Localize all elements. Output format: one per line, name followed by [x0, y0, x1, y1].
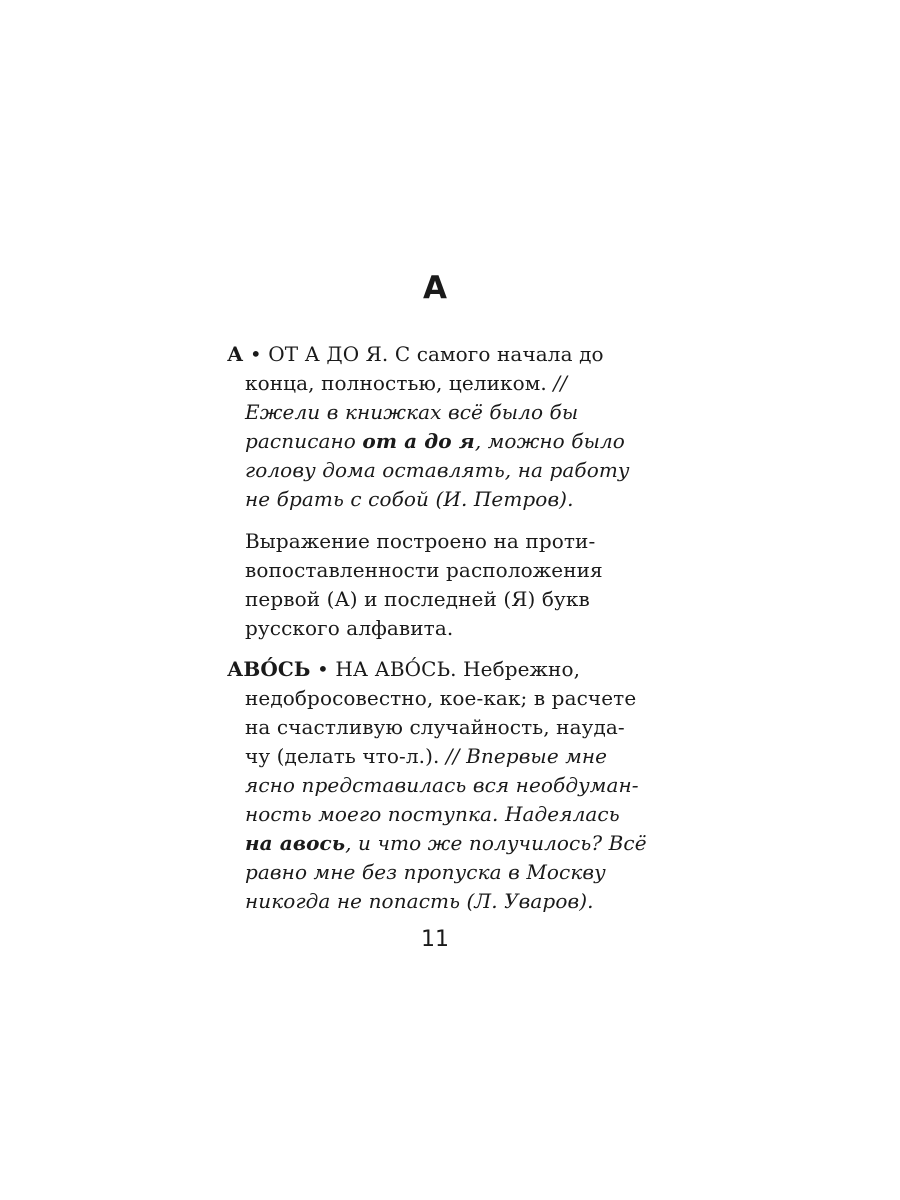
entry-avos-example: равно мне без пропуска в Москву [245, 860, 606, 884]
entry-avos-line-4 [245, 742, 607, 770]
entry-avos-phrase: НА АВО́СЬ. [335, 657, 457, 681]
entry-avos-line-1 [227, 655, 580, 683]
entry-avos-definition: чу (делать что-л.). [245, 744, 440, 768]
entry-a-example-highlight: от а до я [362, 429, 475, 453]
entry-a-phrase: ОТ А ДО Я. [268, 342, 389, 366]
entry-avos-line-7 [245, 829, 647, 857]
entry-a-line-1 [227, 340, 604, 368]
entry-a-note: Выражение построено на проти- [245, 529, 596, 553]
entry-a-example: Ежели в книжках всё было бы [245, 400, 579, 424]
entry-a-line-2 [245, 369, 567, 397]
entry-a-note: вопоставленности расположения [245, 558, 603, 582]
entry-a-definition: С самого начала до [394, 342, 604, 366]
entry-a-example: расписано [245, 429, 356, 453]
entry-a-example: , можно было [474, 429, 625, 453]
entry-a-example: голову дома оставлять, на работу [245, 458, 630, 482]
entry-avos-example: никогда не попасть (Л. Уваров). [245, 889, 594, 913]
entry-avos-example: ясно представилась вся необдуман- [245, 773, 639, 797]
entry-avos-example: ность моего поступка. Надеялась [245, 802, 620, 826]
entry-a-bullet: • [249, 342, 262, 366]
entry-avos-definition: на счастливую случайность, науда- [245, 715, 625, 739]
section-letter-heading: А [423, 270, 447, 306]
entry-avos-example: , и что же получилось? Всё [345, 831, 647, 855]
page-number: 11 [421, 927, 449, 952]
entry-avos-example-highlight: на авось [245, 831, 346, 855]
entry-a-headword: А [227, 342, 244, 366]
entry-avos-definition: Небрежно, [463, 657, 581, 681]
entry-avos-example: Впервые мне [466, 744, 608, 768]
entry-a-note: первой (А) и последней (Я) букв [245, 587, 590, 611]
entry-a-definition: конца, полностью, целиком. [245, 371, 547, 395]
entry-avos-definition: недобросовестно, кое-как; в расчете [245, 686, 637, 710]
entry-a-note: русского алфавита. [245, 616, 454, 640]
entry-a-separator: // [553, 371, 568, 395]
entry-avos-separator: // [445, 744, 460, 768]
entry-avos-bullet: • [317, 657, 329, 681]
entry-a-line-4 [245, 427, 625, 455]
entry-a-example: не брать с собой (И. Петров). [245, 487, 574, 511]
entry-avos-headword: АВО́СЬ [227, 657, 311, 681]
